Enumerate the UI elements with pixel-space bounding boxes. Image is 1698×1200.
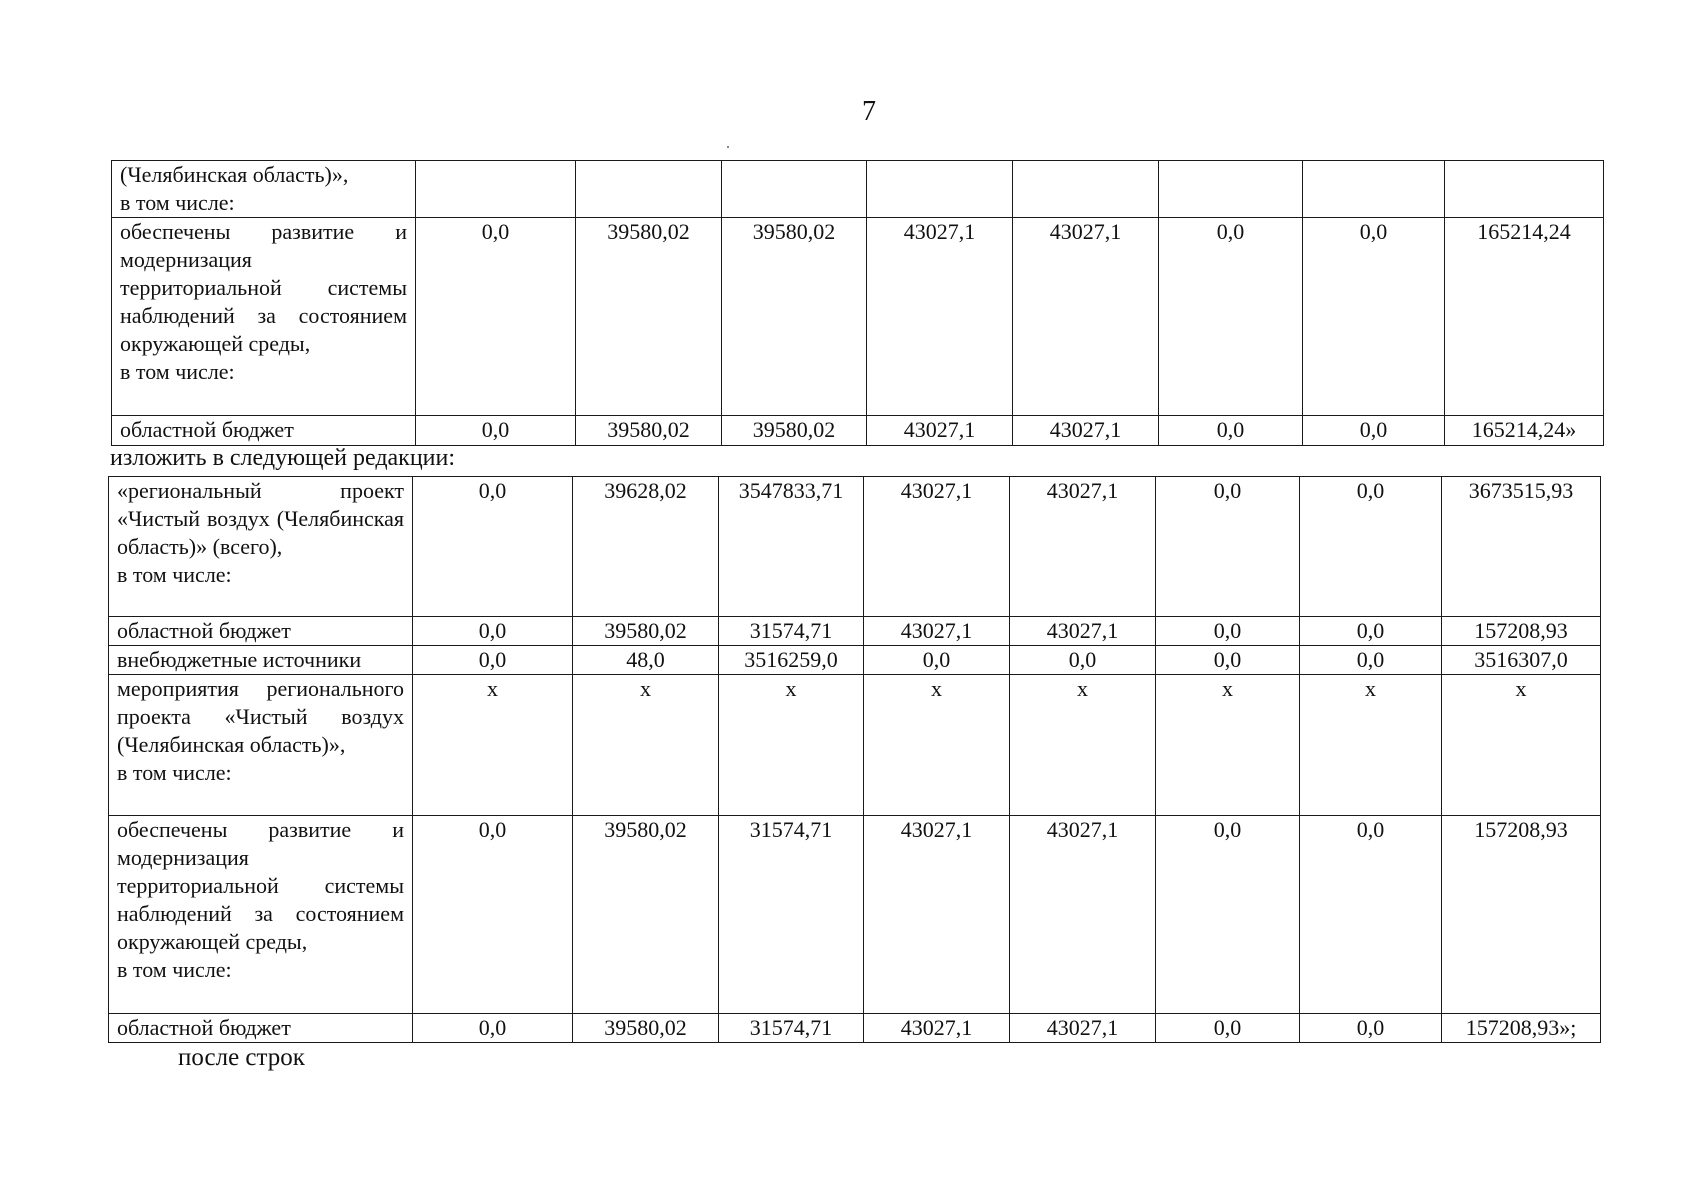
value-cell: 3547833,71 [719,477,864,617]
value-cell: 0,0 [1303,416,1445,446]
table-row [109,617,1601,646]
row-label: областной бюджет [112,416,416,446]
value-cell: 0,0 [1156,1014,1300,1043]
value-cell: 43027,1 [867,218,1013,416]
value-cell: 3516307,0 [1442,646,1601,675]
value-cell [867,161,1013,218]
value-cell: 165214,24» [1445,416,1604,446]
value-cell [1013,161,1159,218]
value-cell: 0,0 [1159,416,1303,446]
value-cell: 43027,1 [867,416,1013,446]
value-cell: 43027,1 [1013,218,1159,416]
value-cell: 43027,1 [864,1014,1010,1043]
value-cell [576,161,722,218]
value-cell: 39580,02 [722,218,867,416]
value-cell: 0,0 [1010,646,1156,675]
table-row [109,816,1601,1014]
value-cell: 39580,02 [573,816,719,1014]
value-cell [1303,161,1445,218]
row-label: внебюджетные источники [109,646,413,675]
value-cell: 43027,1 [864,617,1010,646]
value-cell: 165214,24 [1445,218,1604,416]
value-cell: x [1300,675,1442,816]
value-cell: x [719,675,864,816]
value-cell: 31574,71 [719,816,864,1014]
row-label: обеспечены развитие и модернизация территориальной системы наблюдений за состоянием окружающей среды, в том числе: [109,816,413,1014]
value-cell: 0,0 [1303,218,1445,416]
phrase-edit-instruction: изложить в следующей редакции: [110,445,456,471]
value-cell: x [573,675,719,816]
value-cell: 0,0 [416,416,576,446]
row-label: областной бюджет [109,1014,413,1043]
value-cell: 43027,1 [864,477,1010,617]
row-label: обеспечены развитие и модернизация территориальной системы наблюдений за состоянием окружающей среды, в том числе: [112,218,416,416]
value-cell [416,161,576,218]
value-cell: 0,0 [1300,477,1442,617]
value-cell: 0,0 [1300,816,1442,1014]
table-row [109,675,1601,816]
value-cell: 157208,93 [1442,816,1601,1014]
value-cell: 43027,1 [864,816,1010,1014]
value-cell: 0,0 [1159,218,1303,416]
value-cell: 39580,02 [573,1014,719,1043]
value-cell: x [1442,675,1601,816]
row-label: областной бюджет [109,617,413,646]
value-cell [722,161,867,218]
value-cell: 0,0 [413,477,573,617]
value-cell: 3516259,0 [719,646,864,675]
value-cell: 157208,93 [1442,617,1601,646]
value-cell: 0,0 [413,617,573,646]
value-cell: 39580,02 [722,416,867,446]
value-cell: 0,0 [1156,646,1300,675]
table-row [109,1014,1601,1043]
value-cell: 43027,1 [1010,477,1156,617]
value-cell: 3673515,93 [1442,477,1601,617]
value-cell [1159,161,1303,218]
page-number: 7 [862,96,876,127]
value-cell: 43027,1 [1010,617,1156,646]
value-cell: 0,0 [1300,1014,1442,1043]
value-cell: 39580,02 [576,416,722,446]
value-cell: 0,0 [416,218,576,416]
value-cell: 39628,02 [573,477,719,617]
value-cell: x [1156,675,1300,816]
table-row [112,161,1604,218]
row-label: мероприятия регионального проекта «Чистый воздух (Челябинская область)», в том числе: [109,675,413,816]
value-cell: 0,0 [1156,617,1300,646]
value-cell: 39580,02 [573,617,719,646]
scan-speck [727,146,729,148]
value-cell: 43027,1 [1013,416,1159,446]
value-cell: 0,0 [1300,646,1442,675]
value-cell: x [1010,675,1156,816]
value-cell: x [864,675,1010,816]
value-cell: 43027,1 [1010,816,1156,1014]
value-cell: 43027,1 [1010,1014,1156,1043]
value-cell: 0,0 [1156,477,1300,617]
table-row [112,218,1604,416]
value-cell: x [413,675,573,816]
value-cell [1445,161,1604,218]
value-cell: 0,0 [1300,617,1442,646]
value-cell: 31574,71 [719,617,864,646]
value-cell: 0,0 [413,816,573,1014]
value-cell: 0,0 [413,1014,573,1043]
table-row [112,416,1604,446]
value-cell: 0,0 [413,646,573,675]
budget-table-new [108,476,1601,1043]
value-cell: 39580,02 [576,218,722,416]
value-cell: 0,0 [864,646,1010,675]
phrase-after-rows: после строк [178,1044,305,1071]
table-row [109,646,1601,675]
row-label: «региональный проект «Чистый воздух (Челябинская область)» (всего), в том числе: [109,477,413,617]
value-cell: 0,0 [1156,816,1300,1014]
row-label: (Челябинская область)», в том числе: [112,161,416,218]
budget-table-old [111,160,1604,446]
value-cell: 48,0 [573,646,719,675]
value-cell: 31574,71 [719,1014,864,1043]
value-cell: 157208,93»; [1442,1014,1601,1043]
table-row [109,477,1601,617]
